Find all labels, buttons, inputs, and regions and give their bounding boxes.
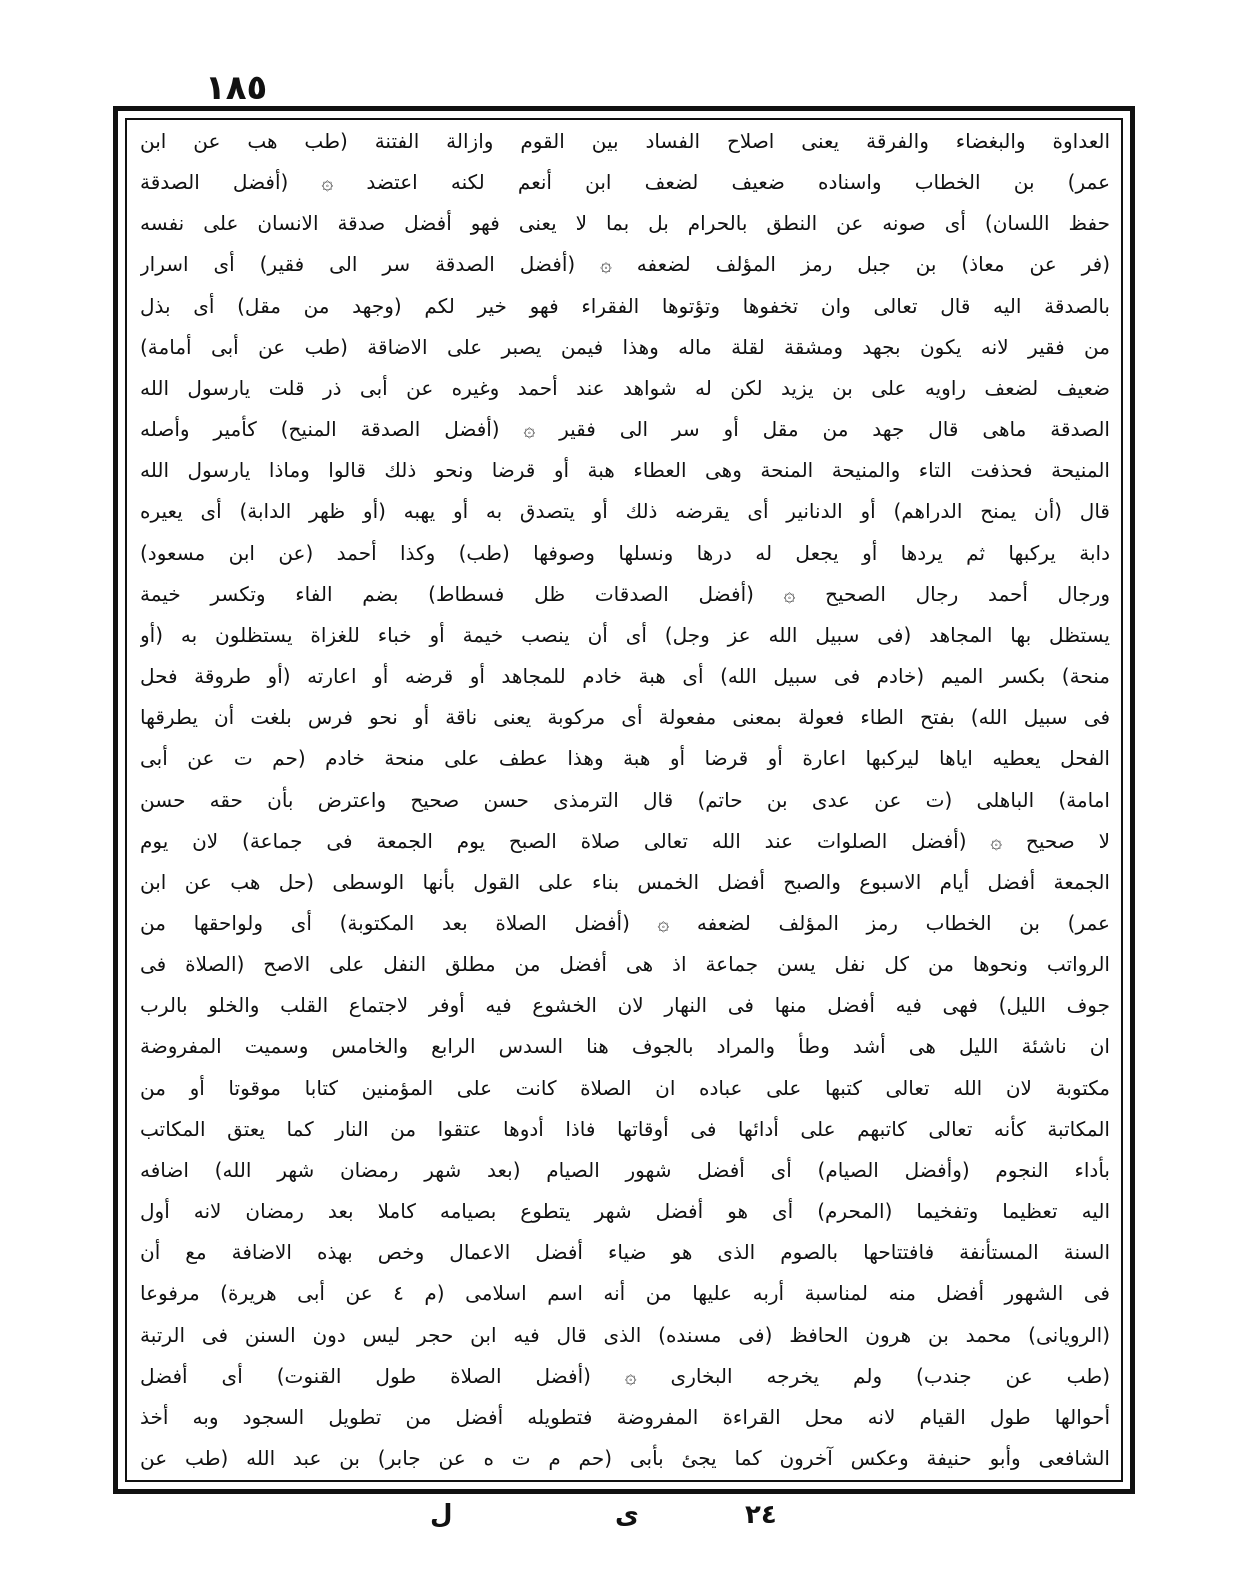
text-line: حفظ اللسان) أى صونه عن النطق بالحرام بل بما لا يعنى فهو أفضل صدقة الانسان على نفسه	[140, 211, 1110, 236]
text-line: الصدقة ماهى قال جهد من مقل أو سر الى فقير ۞ (أفضل الصدقة المنيح) كأمير وأصله	[140, 417, 1110, 442]
text-line: منحة) بكسر الميم (خادم فى سبيل الله) أى هبة خادم للمجاهد أو قرضه أو اعارته (أو طروقة فحل	[140, 664, 1110, 689]
text-line: العداوة والبغضاء والفرقة يعنى اصلاح الفساد بين القوم وازالة الفتنة (طب هب عن ابن	[140, 129, 1110, 153]
text-line: ضعيف لضعف راويه على بن يزيد لكن له شواهد عند أحمد وغيره عن أبى ذر قلت يارسول الله	[140, 375, 1110, 400]
text-line: بأداء النجوم (وأفضل الصيام) أى أفضل شهور الصيام (بعد شهر رمضان شهر الله) اضافه	[140, 1157, 1110, 1182]
text-line: (فر عن معاذ) بن جبل رمز المؤلف لضعفه ۞ (أفضل الصدقة سر الى فقير) أى اسرار	[140, 252, 1110, 277]
text-line: الشافعى وأبو حنيفة وعكس آخرون كما يجئ بأبى (حم م ت ه عن جابر) بن عبد الله (طب عن	[140, 1446, 1110, 1470]
text-line: من فقير لانه يكون بجهد ومشقة لقلة ماله وهذا فيمن يصبر على الاضاقة (طب عن أبى أمامة)	[140, 334, 1110, 359]
text-line: ان ناشئة الليل هى أشد وطأ والمراد بالجوف هنا السدس الرابع والخامس وسميت المفروضة	[140, 1034, 1110, 1059]
text-line: فى سبيل الله) بفتح الطاء فعولة بمعنى مفعولة أى مركوبة يعنى ناقة أو نحو فرس بلغت أن يطرقها	[140, 705, 1110, 730]
text-line: لا صحيح ۞ (أفضل الصلوات عند الله تعالى صلاة الصبح يوم الجمعة فى جماعة) لان يوم	[140, 828, 1110, 853]
text-line: قال (أن يمنح الدراهم) أو الدنانير أى يقرضه ذلك أو يتصدق به أو يهبه (أو ظهر الدابة) أى يعيره	[140, 499, 1110, 524]
text-line: عمر) بن الخطاب واسناده ضعيف لضعف ابن أنعم لكنه اعتضد ۞ (أفضل الصدقة	[140, 170, 1110, 195]
text-line: امامة) الباهلى (ت عن عدى بن حاتم) قال الترمذى حسن صحيح واعترض بأن حقه حسن	[140, 787, 1110, 812]
text-line: فى الشهور أفضل منه لمناسبة أربه عليها من أنه اسم اسلامى (م ٤ عن أبى هريرة) مرفوعا	[140, 1281, 1110, 1306]
footer-signatures	[0, 1500, 1240, 1540]
body-text	[140, 124, 1110, 1476]
footer-mark-1: ل	[430, 1500, 453, 1530]
footer-mark-2: ى	[615, 1500, 639, 1530]
text-line: ورجال أحمد رجال الصحيح ۞ (أفضل الصدقات ظل فسطاط) بضم الفاء وتكسر خيمة	[140, 581, 1110, 606]
text-line: يستظل بها المجاهد (فى سبيل الله عز وجل) أى أن ينصب خيمة أو خباء للغزاة يستظلون به (أو	[140, 622, 1110, 647]
text-line: بالصدقة اليه قال تعالى وان تخفوها وتؤتوها الفقراء فهو خير لكم (وجهد من مقل) أى بذل	[140, 293, 1110, 318]
text-line: المكاتبة كأنه تعالى كاتبهم على أدائها فى أوقاتها فاذا أدوها عتقوا من النار كما يعتق المكاتب	[140, 1116, 1110, 1141]
text-line: جوف الليل) فهى فيه أفضل منها فى النهار لان الخشوع فيه أوفر لاجتماع القلب والخلو بالرب	[140, 993, 1110, 1018]
text-line: عمر) بن الخطاب رمز المؤلف لضعفه ۞ (أفضل الصلاة بعد المكتوبة) أى ولواحقها من	[140, 910, 1110, 935]
text-line: دابة يركبها ثم يردها أو يجعل له درها ونسلها وصوفها (طب) وكذا أحمد (عن ابن مسعود)	[140, 540, 1110, 565]
text-line: مكتوبة لان الله تعالى كتبها على عباده ان الصلاة كانت على المؤمنين كتابا موقوتا أو من	[140, 1075, 1110, 1100]
text-line: الفحل يعطيه اياها ليركبها اعارة أو قرضا أو هبة وهذا عطف على منحة خادم (حم ت عن أبى	[140, 746, 1110, 771]
text-line: اليه تعظيما وتفخيما (المحرم) أى هو أفضل شهر يتطوع بصيامه كاملا بعد رمضان لانه أول	[140, 1199, 1110, 1224]
text-line: السنة المستأنفة فافتتاحها بالصوم الذى هو ضياء أفضل الاعمال وخص بهذه الاضافة مع أن	[140, 1240, 1110, 1265]
text-line: أحوالها طول القيام لانه محل القراءة المفروضة فتطويله أفضل من تطويل السجود وبه أخذ	[140, 1404, 1110, 1429]
text-line: (الرويانى) محمد بن هرون الحافظ (فى مسنده) الذى قال فيه ابن حجر ليس دون السنن فى الرتبة	[140, 1322, 1110, 1347]
text-line: (طب عن جندب) ولم يخرجه البخارى ۞ (أفضل الصلاة طول القنوت) أى أفضل	[140, 1363, 1110, 1388]
footer-mark-3: ٢٤	[745, 1500, 777, 1530]
text-line: الرواتب ونحوها من كل نفل يسن جماعة اذ هى أفضل من مطلق النفل على الاصح (الصلاة فى	[140, 952, 1110, 977]
text-line: الجمعة أفضل أيام الاسبوع والصبح أفضل الخمس بناء على القول بأنها الوسطى (حل هب عن ابن	[140, 869, 1110, 894]
text-line: المنيحة فحذفت التاء والمنيحة المنحة وهى العطاء هبة أو قرضا ونحو ذلك قالوا وماذا يارسول الله	[140, 458, 1110, 483]
page-number: ١٨٥	[205, 68, 268, 108]
